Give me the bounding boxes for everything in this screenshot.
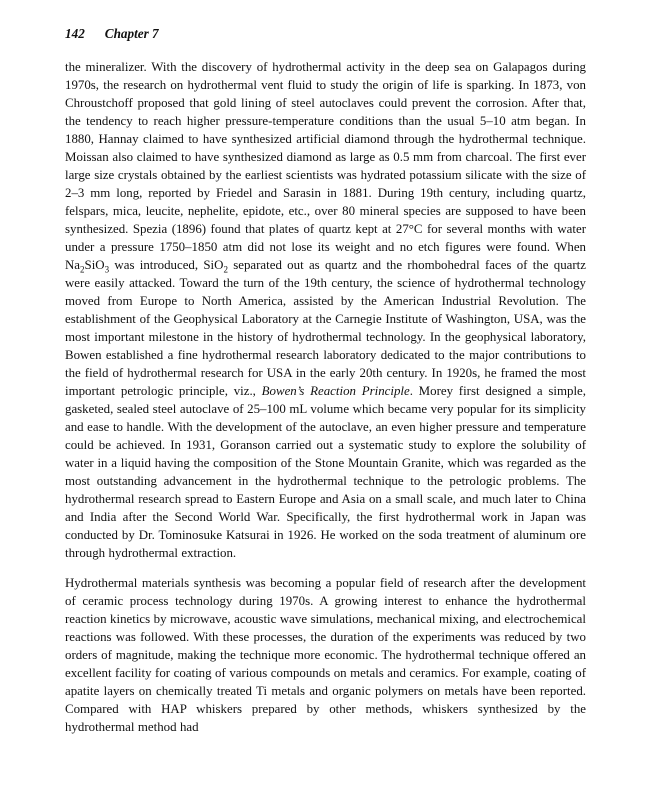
body-text-segment: separated out as quartz and the rhombohedral faces of the quartz were easily attacked. Toward the turn of the 19th century, the science of hydrothermal technology moved from Europe to North America, assisted by the American Industrial Revolution. The establishment of the Geophysical Laboratory at the Carnegie Institute of Washington, USA, was the most important milestone in the history of hydrothermal technology. In the geophysical laboratory, Bowen established a fine hydrothermal research laboratory dedicated to the major contributions to the field of hydrothermal research for USA in the early 20th century. In 1920s, he framed the most important petrologic principle, viz., [65, 258, 586, 398]
subscript-text: 2 [223, 264, 228, 275]
subscript-text: 3 [104, 264, 110, 275]
page-number: 142 [65, 26, 85, 41]
body-text-segment: the mineralizer. With the discovery of hydrothermal activity in the deep sea on Galapagos during 1970s, the research on hydrothermal vent fluid to study the origin of life is sparking. In 1873, von Chroustchoff proposed that gold lining of steel autoclaves could prevent the corrosion. After that, the tendency to reach higher pressure-temperature conditions than the usual 5–10 atm began. In 1880, Hannay claimed to have synthesized artificial diamond through the hydrothermal technique. Moissan also claimed to have synthesized diamond as large as 0.5 mm from charcoal. The first ever large size crystals obtained by the earliest scientists was hydrated potassium silicate with the size of 2–3 mm long, reported by Friedel and Sarasin in 1881. During 19th century, including quartz, felspars, mica, leucite, nephelite, epidote, etc., over 80 mineral species are supposed to have been synthesized. Spezia (1896) found that plates of quartz kept at 27°C for several months with water under a pressure 1750–1850 atm did not lose its weight and no etch figures were found. When Na [65, 60, 586, 272]
body-text-segment: SiO [84, 258, 105, 272]
paragraph [65, 58, 586, 562]
paragraph [65, 574, 586, 736]
body-text-segment: . Morey first designed a simple, gasketed, sealed steel autoclave of 25–100 mL volume which became very popular for its simplicity and ease to handle. With the development of the autoclave, an even higher pressure and temperature could be achieved. In 1931, Goranson carried out a systematic study to explore the solubility of water in a liquid having the composition of the Stone Mountain Granite, which was regarded as the most outstanding advancement in the hydrothermal technique to the petrologic problems. The hydrothermal research spread to Eastern Europe and Asia on a small scale, and much later to China and India after the Second World War. Specifically, the first hydrothermal work in Japan was conducted by Dr. Tominosuke Katsurai in 1926. He worked on the soda treatment of aluminum ore through hydrothermal extraction. [65, 384, 586, 560]
body-text-segment: was introduced, SiO [109, 258, 224, 272]
body-text-segment: Hydrothermal materials synthesis was becoming a popular field of research after the development of ceramic process technology during 1970s. A growing interest to enhance the hydrothermal reaction kinetics by microwave, acoustic wave simulations, mechanical mixing, and electrochemical reactions was followed. With these processes, the duration of the experiments was reduced by two orders of magnitude, making the technique more economic. The hydrothermal technique offered an excellent facility for coating of various compounds on metals and ceramics. For example, coating of apatite layers on chemically treated Ti metals and organic polymers on metals have been reported. Compared with HAP whiskers prepared by other methods, whiskers synthesized by the hydrothermal method had [65, 576, 586, 734]
page-body [65, 58, 586, 736]
page-header [65, 26, 586, 42]
chapter-title: Chapter 7 [104, 26, 159, 41]
italic-text: Bowen’s Reaction Principle [261, 384, 410, 398]
subscript-text: 2 [80, 264, 85, 275]
